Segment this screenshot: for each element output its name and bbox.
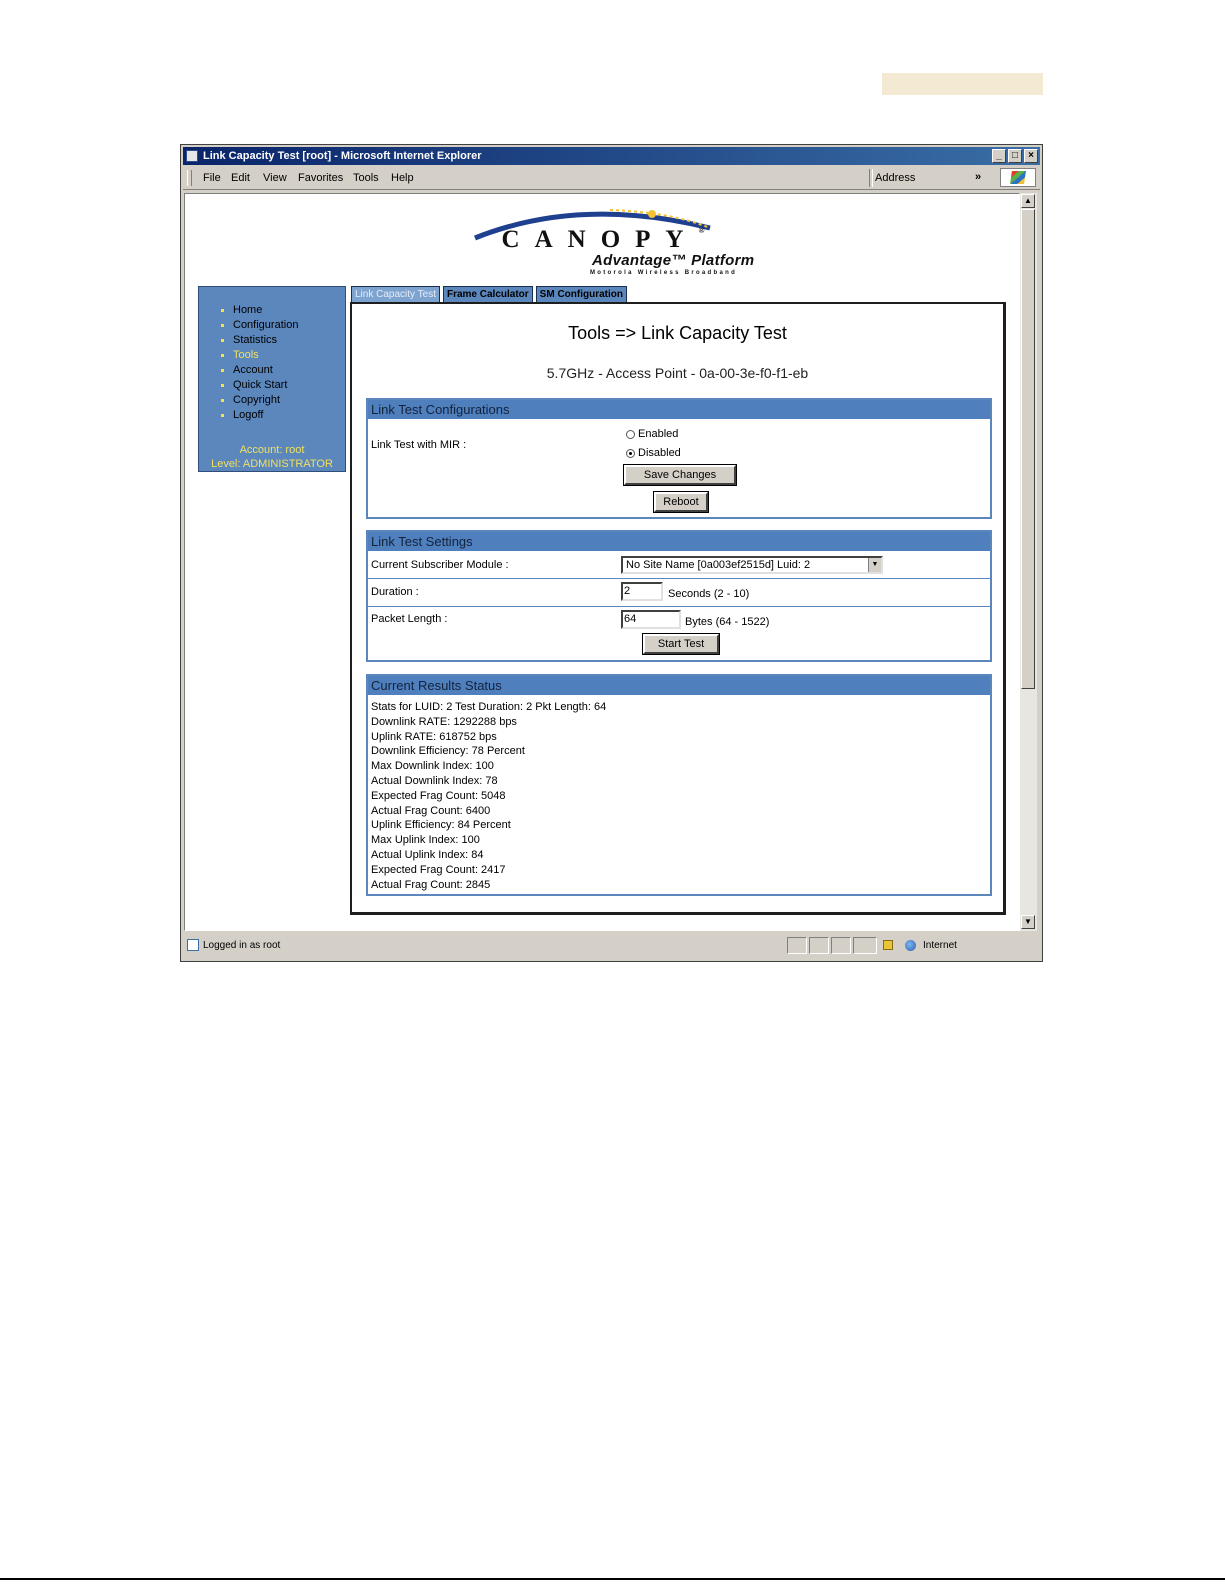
menu-favorites[interactable]: Favorites	[298, 172, 344, 184]
ie-page-icon	[186, 150, 198, 162]
page-viewport	[184, 193, 1020, 931]
packet-length-label: Packet Length :	[371, 613, 448, 625]
account-name: Account: root	[239, 444, 305, 456]
result-line: Uplink Efficiency: 84 Percent	[371, 819, 511, 832]
result-line: Actual Frag Count: 6400	[371, 804, 491, 817]
chevron-down-icon[interactable]: ▼	[868, 558, 881, 572]
canopy-logo	[185, 226, 1020, 254]
toolbar-grip[interactable]	[187, 170, 192, 186]
result-line: Stats for LUID: 2 Test Duration: 2 Pkt Length: 64	[371, 701, 607, 713]
scroll-down-icon[interactable]: ▼	[1021, 915, 1035, 929]
disabled-radio[interactable]	[626, 449, 635, 458]
results-list	[371, 700, 606, 892]
disabled-label: Disabled	[638, 447, 681, 459]
config-section-header: Link Test Configurations	[368, 400, 990, 419]
close-button[interactable]: ×	[1024, 149, 1038, 163]
globe-icon	[905, 940, 916, 951]
packet-length-hint: Bytes (64 - 1522)	[685, 616, 770, 628]
windows-logo-icon	[1000, 168, 1036, 187]
menu-view[interactable]: View	[263, 172, 287, 184]
duration-label: Duration :	[371, 586, 419, 598]
nav-item-quick-start[interactable]: Quick Start	[219, 378, 298, 393]
result-line: Max Downlink Index: 100	[371, 760, 494, 773]
menu-tools[interactable]: Tools	[353, 172, 379, 184]
minimize-button[interactable]: _	[992, 149, 1006, 163]
canopy-logo-word: CANOPY	[501, 226, 699, 253]
security-zone: Internet	[923, 940, 957, 951]
maximize-button[interactable]: □	[1008, 149, 1022, 163]
settings-section	[366, 530, 992, 662]
row-divider	[368, 578, 990, 579]
nav-item-tools[interactable]: Tools	[219, 348, 298, 363]
nav-item-configuration[interactable]: Configuration	[219, 318, 298, 333]
duration-input[interactable]: 2	[621, 582, 663, 601]
browser-window	[180, 144, 1043, 962]
account-level: Level: ADMINISTRATOR	[211, 458, 333, 470]
scroll-thumb[interactable]	[1021, 209, 1035, 689]
result-line: Expected Frag Count: 5048	[371, 789, 506, 802]
lock-icon	[883, 940, 893, 950]
subscriber-module-select[interactable]	[621, 556, 883, 574]
vertical-scrollbar[interactable]	[1020, 193, 1037, 931]
settings-section-header: Link Test Settings	[368, 532, 990, 551]
toolbar-separator	[869, 169, 873, 187]
window-title: Link Capacity Test [root] - Microsoft Internet Explorer	[203, 150, 482, 162]
header-tag-block	[882, 73, 1043, 95]
menu-edit[interactable]: Edit	[231, 172, 250, 184]
nav-item-copyright[interactable]: Copyright	[219, 393, 298, 408]
page-icon	[187, 939, 199, 951]
status-cell	[853, 937, 877, 954]
result-line: Downlink Efficiency: 78 Percent	[371, 745, 525, 758]
page-bottom-rule	[0, 1578, 1225, 1580]
canopy-platform-label: Advantage™ Platform	[592, 252, 755, 269]
result-line: Actual Frag Count: 2845	[371, 878, 491, 891]
page-subtitle: 5.7GHz - Access Point - 0a-00-3e-f0-f1-eb	[546, 365, 809, 381]
result-line: Actual Downlink Index: 78	[371, 774, 498, 787]
status-cell	[787, 937, 807, 954]
title-bar	[183, 147, 1040, 165]
window-controls	[992, 149, 1038, 163]
nav-item-logoff[interactable]: Logoff	[219, 408, 298, 423]
content-panel	[350, 302, 1006, 915]
address-label[interactable]: Address	[875, 172, 916, 184]
canopy-tagline: Motorola Wireless Broadband	[590, 270, 738, 276]
result-line: Expected Frag Count: 2417	[371, 863, 506, 876]
status-bar	[183, 935, 1040, 957]
duration-hint: Seconds (2 - 10)	[668, 588, 750, 600]
tab-link-capacity-test[interactable]: Link Capacity Test	[351, 286, 440, 303]
status-text: Logged in as root	[203, 940, 281, 951]
packet-length-input[interactable]: 64	[621, 610, 681, 629]
menu-help[interactable]: Help	[391, 172, 414, 184]
start-test-button[interactable]: Start Test	[643, 634, 719, 654]
results-section	[366, 674, 992, 896]
status-cell	[831, 937, 851, 954]
mir-label: Link Test with MIR :	[371, 439, 467, 451]
enabled-label: Enabled	[638, 428, 679, 440]
tab-sm-configuration[interactable]: SM Configuration	[536, 286, 627, 303]
enabled-radio[interactable]	[626, 430, 635, 439]
menu-bar	[183, 167, 1040, 190]
nav-item-statistics[interactable]: Statistics	[219, 333, 298, 348]
tab-frame-calculator[interactable]: Frame Calculator	[443, 286, 533, 303]
nav-item-home[interactable]: Home	[219, 303, 298, 318]
side-navigation	[198, 286, 346, 472]
page-title: Tools => Link Capacity Test	[568, 323, 787, 343]
account-info	[199, 443, 345, 471]
menu-file[interactable]: File	[203, 172, 221, 184]
status-cell	[809, 937, 829, 954]
save-changes-button[interactable]: Save Changes	[624, 465, 736, 485]
result-line: Uplink RATE: 618752 bps	[371, 730, 497, 743]
result-line: Downlink RATE: 1292288 bps	[371, 715, 517, 728]
canopy-tm: ®	[698, 226, 705, 235]
subscriber-module-value: No Site Name [0a003ef2515d] Luid: 2	[626, 559, 811, 571]
reboot-button[interactable]: Reboot	[654, 492, 708, 512]
results-section-header: Current Results Status	[368, 676, 990, 695]
result-line: Actual Uplink Index: 84	[371, 848, 484, 861]
subscriber-module-label: Current Subscriber Module :	[371, 559, 509, 571]
scroll-up-icon[interactable]: ▲	[1021, 194, 1035, 208]
chevron-icon[interactable]: »	[975, 171, 982, 183]
row-divider	[368, 606, 990, 607]
nav-item-account[interactable]: Account	[219, 363, 298, 378]
result-line: Max Uplink Index: 100	[371, 834, 480, 847]
config-section	[366, 398, 992, 519]
